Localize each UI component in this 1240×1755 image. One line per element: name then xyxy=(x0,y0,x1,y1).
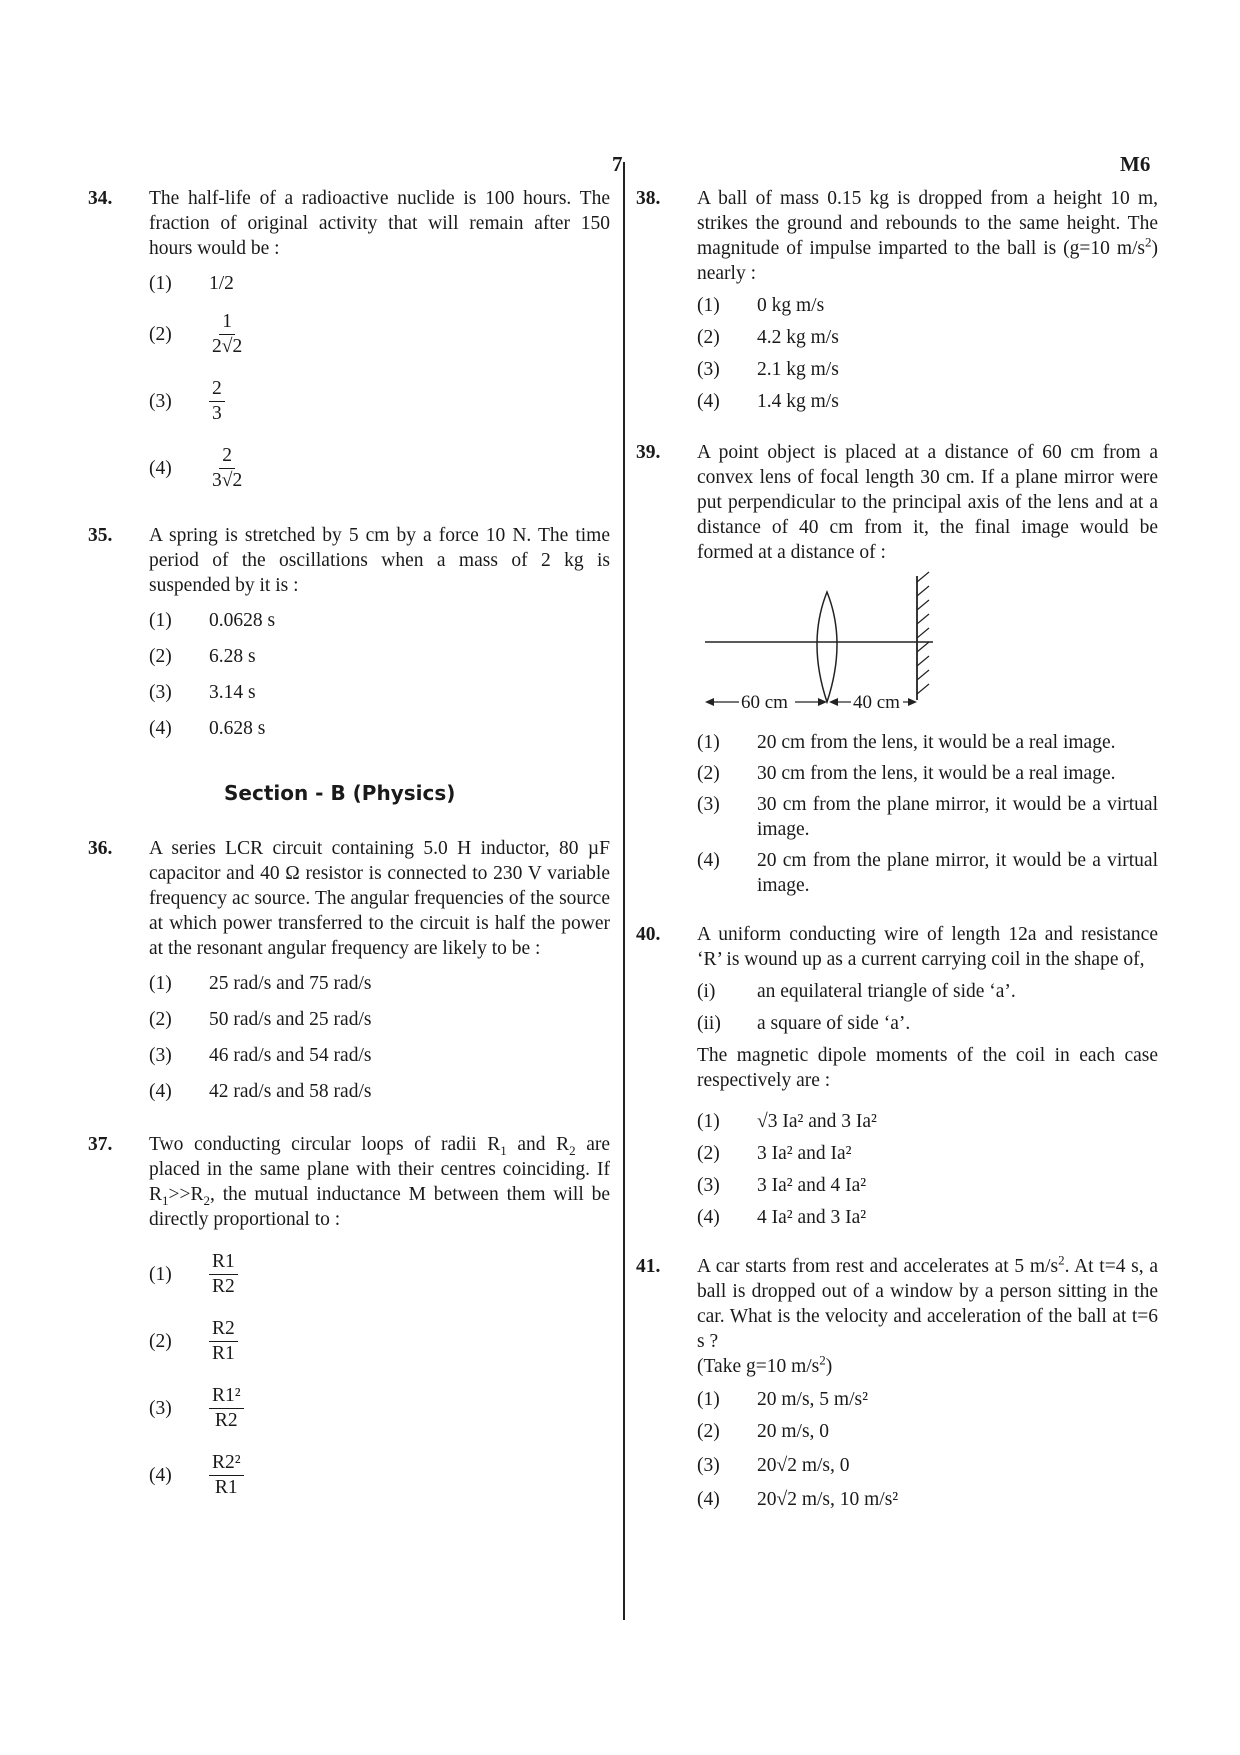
option-label: (4) xyxy=(697,850,720,871)
sub-item-label: (ii) xyxy=(697,1013,721,1034)
question-text xyxy=(697,186,1158,286)
option-text: 3 Ia² and Ia² xyxy=(757,1143,852,1164)
question-number: 41. xyxy=(636,1256,661,1277)
numerator: 2 xyxy=(209,377,225,402)
option-label: (3) xyxy=(149,1398,172,1419)
option-1[interactable] xyxy=(149,1250,610,1299)
option-text: 30 cm from the plane mirror, it would be a virtual image. xyxy=(757,794,1158,840)
question-text xyxy=(697,1254,1158,1379)
superscript: 2 xyxy=(1058,1252,1065,1268)
question-text: The half-life of a radioactive nuclide is 100 hours. The fraction of original activity that will remain after 150 hours would be : xyxy=(149,188,610,259)
denominator: 3√2 xyxy=(212,470,243,491)
option-4[interactable] xyxy=(697,848,1158,898)
option-text: 20 cm from the lens, it would be a real image. xyxy=(757,732,1116,753)
text-part: ) xyxy=(825,1356,833,1377)
option-2[interactable] xyxy=(149,644,610,669)
option-label: (3) xyxy=(697,1175,720,1196)
convex-lens-icon xyxy=(817,592,837,702)
option-2[interactable] xyxy=(697,761,1158,786)
option-label: (2) xyxy=(149,646,172,667)
fraction xyxy=(209,1250,238,1299)
question-number: 39. xyxy=(636,442,661,463)
question-number: 36. xyxy=(88,838,113,859)
question-38 xyxy=(636,186,1158,414)
fraction xyxy=(209,377,225,426)
fraction xyxy=(209,1384,244,1433)
option-text: 0 kg m/s xyxy=(757,295,825,316)
option-1[interactable] xyxy=(697,1387,1158,1412)
question-34 xyxy=(88,186,610,493)
option-label: (2) xyxy=(149,1331,172,1352)
option-2[interactable] xyxy=(697,1419,1158,1444)
option-label: (2) xyxy=(697,1143,720,1164)
option-3[interactable] xyxy=(149,680,610,705)
sub-item-text: a square of side ‘a’. xyxy=(757,1013,911,1034)
option-label: (2) xyxy=(149,324,172,345)
option-text: 1.4 kg m/s xyxy=(757,391,839,412)
option-2[interactable] xyxy=(697,325,1158,350)
option-label: (4) xyxy=(149,1081,172,1102)
paper-code: M6 xyxy=(1120,152,1151,176)
option-4[interactable] xyxy=(149,716,610,741)
option-text: 2.1 kg m/s xyxy=(757,359,839,380)
option-1[interactable] xyxy=(149,608,610,633)
column-divider xyxy=(623,162,625,1620)
question-36 xyxy=(88,836,610,1104)
question-number: 34. xyxy=(88,188,113,209)
question-text-continued: The magnetic dipole moments of the coil in each case respectively are : xyxy=(697,1045,1158,1091)
option-text: 30 cm from the lens, it would be a real image. xyxy=(757,763,1116,784)
option-label: (2) xyxy=(149,1009,172,1030)
option-text: 3.14 s xyxy=(209,682,256,703)
numerator: R1 xyxy=(209,1250,238,1275)
denominator: R2 xyxy=(214,1410,238,1431)
option-label: (4) xyxy=(149,458,172,479)
denominator: 3 xyxy=(212,403,222,424)
option-label: (1) xyxy=(149,973,172,994)
fraction xyxy=(209,1451,244,1500)
option-text: 0.0628 s xyxy=(209,610,276,631)
sub-item-ii xyxy=(697,1011,1158,1036)
superscript: 2 xyxy=(819,1352,826,1368)
subscript: 2 xyxy=(569,1142,576,1158)
text-part: A car starts from rest and accelerates at 5 m/s xyxy=(697,1256,1059,1277)
text-part: (Take g=10 m/s xyxy=(697,1356,820,1377)
numerator: R2 xyxy=(209,1317,238,1342)
denominator: R1 xyxy=(212,1343,235,1364)
question-text: A point object is placed at a distance of 60 cm from a convex lens of focal length 30 cm. If a plane mirror were put perpendicular to the principal axis of the lens and at a distance of 40 cm from it, the final image would be formed at a distance of : xyxy=(697,442,1158,563)
option-label: (3) xyxy=(149,391,172,412)
numerator: R1² xyxy=(209,1384,244,1409)
option-3[interactable] xyxy=(149,1043,610,1068)
text-part: A ball of mass 0.15 kg is dropped from a height 10 m, strikes the ground and rebounds to the same height. The magnitude of impulse imparted to the ball is (g=10 m/s xyxy=(697,188,1158,259)
option-4[interactable] xyxy=(697,1205,1158,1230)
text-part: Two conducting circular loops of radii R xyxy=(149,1134,501,1155)
question-text: A spring is stretched by 5 cm by a force 10 N. The time period of the oscillations when a mass of 2 kg is suspended by it is : xyxy=(149,525,610,596)
question-number: 40. xyxy=(636,924,661,945)
question-number: 38. xyxy=(636,188,661,209)
right-column xyxy=(636,186,1158,1512)
option-label: (1) xyxy=(697,295,720,316)
option-label: (4) xyxy=(149,718,172,739)
mirror-hatching-icon xyxy=(917,572,929,694)
option-4[interactable] xyxy=(697,389,1158,414)
subscript: 2 xyxy=(203,1192,211,1208)
lens-mirror-diagram xyxy=(705,568,1005,728)
sub-item-label: (i) xyxy=(697,981,716,1002)
denominator: R2 xyxy=(212,1276,235,1297)
text-part: , the mutual inductance M between them will be directly proportional to : xyxy=(149,1184,610,1230)
text-part: ) nearly : xyxy=(697,238,1158,284)
option-label: (1) xyxy=(149,1264,172,1285)
option-1[interactable] xyxy=(697,293,1158,318)
option-2[interactable] xyxy=(149,310,610,359)
denominator: 2√2 xyxy=(212,336,243,357)
option-1[interactable] xyxy=(149,971,610,996)
option-text: 1/2 xyxy=(209,273,234,294)
option-label: (4) xyxy=(697,391,720,412)
option-3[interactable] xyxy=(697,792,1158,842)
arrow-left-icon xyxy=(705,698,714,706)
dimension-label-40: 40 cm xyxy=(853,692,900,713)
question-39 xyxy=(636,440,1158,898)
question-text xyxy=(149,1132,610,1232)
option-text: 3 Ia² and 4 Ia² xyxy=(757,1175,867,1196)
text-part: . At t=4 s, a ball is dropped out of a window by a person sitting in the car. What is the velocity and acceleration of the ball at t=6 s ? xyxy=(697,1256,1158,1352)
subscript: 1 xyxy=(162,1192,169,1208)
option-label: (2) xyxy=(697,1421,720,1442)
fraction xyxy=(209,310,245,359)
option-4[interactable] xyxy=(149,1451,610,1500)
arrow-right-icon xyxy=(908,698,917,706)
left-column xyxy=(88,186,610,1500)
option-label: (3) xyxy=(149,1045,172,1066)
option-label: (2) xyxy=(697,763,720,784)
option-label: (2) xyxy=(697,327,720,348)
denominator: R1 xyxy=(214,1477,238,1498)
option-label: (1) xyxy=(149,610,172,631)
numerator: R2² xyxy=(209,1451,244,1476)
question-number: 37. xyxy=(88,1134,113,1155)
option-label: (1) xyxy=(697,732,720,753)
option-4[interactable] xyxy=(149,444,610,493)
option-4[interactable] xyxy=(697,1487,1158,1512)
sub-item-i xyxy=(697,979,1158,1004)
option-3[interactable] xyxy=(149,377,610,426)
option-text: 4 Ia² and 3 Ia² xyxy=(757,1207,867,1228)
question-text: A series LCR circuit containing 5.0 H inductor, 80 µF capacitor and 40 Ω resistor is connected to 230 V variable frequency ac source. The angular frequencies of the source at which power transferred to the circuit is half the power at the resonant angular frequency are likely to be : xyxy=(149,838,610,959)
option-2[interactable] xyxy=(149,1007,610,1032)
fraction xyxy=(209,1317,238,1366)
option-label: (1) xyxy=(697,1389,720,1410)
option-1[interactable] xyxy=(149,271,610,296)
option-text: 50 rad/s and 25 rad/s xyxy=(209,1009,372,1030)
subscript: 1 xyxy=(500,1142,507,1158)
option-text: 20 m/s, 5 m/s² xyxy=(757,1389,868,1410)
section-title: Section - B (Physics) xyxy=(224,781,456,805)
option-text: 20√2 m/s, 0 xyxy=(757,1455,850,1476)
option-label: (3) xyxy=(697,359,720,380)
option-label: (3) xyxy=(149,682,172,703)
option-label: (3) xyxy=(697,1455,720,1476)
sub-item-text: an equilateral triangle of side ‘a’. xyxy=(757,981,1016,1002)
option-1[interactable] xyxy=(697,1109,1158,1134)
option-3[interactable] xyxy=(149,1384,610,1433)
option-text: 0.628 s xyxy=(209,718,266,739)
text-part: >>R xyxy=(168,1184,204,1205)
page-number: 7 xyxy=(612,152,623,176)
option-1[interactable] xyxy=(697,730,1158,755)
option-label: (4) xyxy=(697,1207,720,1228)
question-41 xyxy=(636,1254,1158,1512)
option-text: 4.2 kg m/s xyxy=(757,327,839,348)
text-part: and R xyxy=(506,1134,570,1155)
option-3[interactable] xyxy=(697,357,1158,382)
option-4[interactable] xyxy=(149,1079,610,1104)
question-40 xyxy=(636,922,1158,1230)
option-2[interactable] xyxy=(149,1317,610,1366)
option-label: (1) xyxy=(697,1111,720,1132)
question-37 xyxy=(88,1132,610,1500)
numerator: 1 xyxy=(219,310,235,335)
option-3[interactable] xyxy=(697,1453,1158,1478)
numerator: 2 xyxy=(219,444,235,469)
option-label: (3) xyxy=(697,794,720,815)
dimension-label-60: 60 cm xyxy=(741,692,788,713)
option-text: 42 rad/s and 58 rad/s xyxy=(209,1081,372,1102)
option-text: 20 cm from the plane mirror, it would be a virtual image. xyxy=(757,850,1158,896)
superscript: 2 xyxy=(1145,234,1152,250)
option-label: (4) xyxy=(697,1489,720,1510)
fraction xyxy=(209,444,245,493)
option-label: (4) xyxy=(149,1465,172,1486)
option-text: 6.28 s xyxy=(209,646,256,667)
question-35 xyxy=(88,523,610,741)
text-part: are placed in the same plane with their centres coinciding. If R xyxy=(149,1134,610,1205)
option-2[interactable] xyxy=(697,1141,1158,1166)
option-text: 25 rad/s and 75 rad/s xyxy=(209,973,372,994)
option-label: (1) xyxy=(149,273,172,294)
option-text: 20 m/s, 0 xyxy=(757,1421,830,1442)
option-text: 46 rad/s and 54 rad/s xyxy=(209,1045,372,1066)
question-number: 35. xyxy=(88,525,113,546)
option-3[interactable] xyxy=(697,1173,1158,1198)
option-text: √3 Ia² and 3 Ia² xyxy=(757,1111,877,1132)
option-text: 20√2 m/s, 10 m/s² xyxy=(757,1489,899,1510)
question-text: A uniform conducting wire of length 12a and resistance ‘R’ is wound up as a current carrying coil in the shape of, xyxy=(697,924,1158,970)
